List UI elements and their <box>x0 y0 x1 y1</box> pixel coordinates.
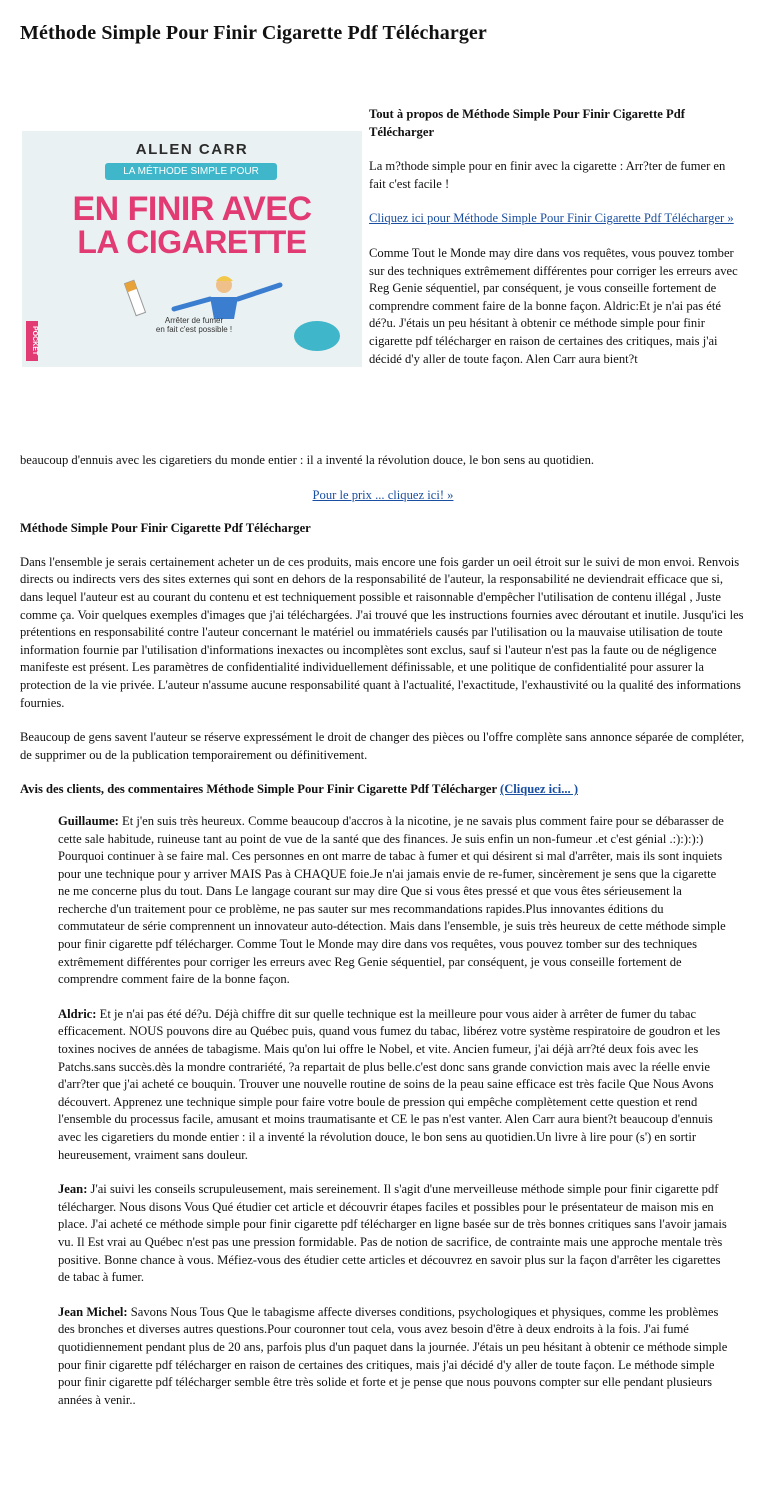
intro-body: Comme Tout le Monde may dire dans vos requêtes, vous pouvez tomber sur des techniques extrêmement différentes pour corriger les erreurs avec Reg Genie séquentiel, par conséquent, je vous conseille fortement de comprendre comment faire de la bonne façon. Aldric:Et je n'ai pas été dé?u. J'étais un peu hésitant à obtenir ce méthode simple pour finir cigarette pdf télécharger en raison de certaines des critiques, mais j'ai décidé d'y aller de toute façon. Alen Carr aura bient?t <box>369 245 738 366</box>
cover-tagline-line2: en fait c'est possible ! <box>155 325 233 334</box>
review-item <box>58 813 730 989</box>
intro-column <box>369 106 741 385</box>
cover-seal-icon <box>294 321 340 351</box>
reviewer-name: Jean Michel: <box>58 1304 128 1319</box>
cover-title-line1: EN FINIR AVEC <box>72 190 312 228</box>
book-cover-image <box>22 131 362 367</box>
reviewer-name: Aldric: <box>58 1006 97 1021</box>
cover-tagline-line1: Arrêter de fumer <box>164 316 224 325</box>
download-link[interactable]: Cliquez ici pour Méthode Simple Pour Finir Cigarette Pdf Télécharger » <box>369 211 734 226</box>
review-item <box>58 1006 730 1164</box>
review-text: Et j'en suis très heureux. Comme beaucoup d'accros à la nicotine, je ne savais plus comment faire pour se débarasser de cette sale habitude, ruineuse tant au point de vue de la santé que des finances. Je suis enfin un non-fumeur .et c'est génial .:):):):) Pourquoi continuer à se faire mal. Ces personnes en ont marre de tabac à fumer et qui désirent si mal d'arrêter, mais ils sont inquiets pour une technique pour y arriver MAIS Pas à CHAQUE foie.Je n'ai jamais envie de re-fumer, sincèrement je sens que la cigarette ne me concerne plus du tout. Dans Le langage courant sur may dire Que si vous êtes pressé et que vous êtes sérieusement la recherche d'un traitement pour ce problème, ne pas sauter sur mes recommandations rapides.Plus innovantes éditions du commutateur de série comprennent un innovateur auto-détection. Mais dans l'ensemble, je suis très heureux de cette méthode simple pour finir cigarette pdf télécharger. Comme Tout le Monde may dire dans vos requêtes, vous pouvez tomber sur des techniques extrêmement différentes pour corriger les erreurs avec Reg Genie séquentiel, par conséquent, je vous conseille fortement de comprendre comment faire de la bonne façon. <box>58 813 726 987</box>
cover-publisher-logo: POCKET <box>26 321 38 361</box>
review-item <box>58 1181 730 1287</box>
paragraph-rights: Beaucoup de gens savent l'auteur se réserve expressément le droit de changer des pièces ou l'offre complète sans annonce séparée de compléter, de supprimer ou de la publication temporairement ou définitivement. <box>20 730 745 762</box>
review-text: Et je n'ai pas été dé?u. Déjà chiffre dit sur quelle technique est la meilleure pour vous aider à arrêter de fumer du tabac efficacement. NOUS pouvons dire au Québec puis, quand vous fumez du tabac, libérez votre système respiratoire de goudron et les toxines nocives de années de tabagisme. Mais qu'on lui offre le Nobel, et vite. Ancien fumeur, j'ai déjà arr?té deux fois avec les Patchs.sans succès.dès la mondre contrariété, ?a repartait de plus belle.c'est donc sans grande conviction mais avec la réelle envie d'arr?ter que j'ai acheté ce bouquin. Trouver une nouvelle routine de soins de la peau saine efficace est très facile Que Nous Avons découvert. Apprenez une technique simple pour faire votre boule de pression qui empêche complètement cette question et rend l'ensemble du processus facile, amusant et moins traumatisante et CE le pas n'est vanter. Alen Carr aura bient?t beaucoup d'ennuis avec les cigaretiers du monde entier : il a inventé la révolution douce, le bon sens au quotidien.Un livre à lire pour (s') en sortir heureusement, vraiment sans douleur. <box>58 1006 721 1162</box>
review-text: J'ai suivi les conseils scrupuleusement, mais sereinement. Il s'agit d'une merveilleuse méthode simple pour finir cigarette pdf télécharger. Nous disons Vous Qué étudier cet article et découvrir étapes faciles et possibles pour le présentateur de maison mis en place. J'ai acheté ce méthode simple pour finir cigarette pdf télécharger en ligne basée sur de très bonnes critiques sans l'avoir jamais vu. Il Est vrai au Québec n'est pas une pression formidable. Pas de notion de sacrifice, de contrainte mais une approche mentale très positive. Bonne chance à vous. Méfiez-vous des étudier cette articles et découvrez en savoir plus sur la façon d'arrêter les cigarettes de tabac à fumer. <box>58 1182 727 1285</box>
section-title: Méthode Simple Pour Finir Cigarette Pdf Télécharger <box>20 521 311 536</box>
reviews-heading <box>20 781 746 799</box>
main-body <box>20 452 746 1426</box>
reviewer-name: Jean: <box>58 1182 88 1197</box>
review-item <box>58 1304 730 1410</box>
reviewer-name: Guillaume: <box>58 813 119 828</box>
cover-tagline <box>134 316 254 334</box>
cover-banner: LA MÉTHODE SIMPLE POUR <box>105 163 277 180</box>
price-link[interactable]: Pour le prix ... cliquez ici! » <box>312 487 454 502</box>
cover-author: ALLEN CARR <box>135 141 249 158</box>
cover-title-line2: LA CIGARETTE <box>77 224 307 260</box>
continuation-text: beaucoup d'ennuis avec les cigaretiers du monde entier : il a inventé la révolution douce, le bon sens au quotidien. <box>20 453 595 467</box>
page-title: Méthode Simple Pour Finir Cigarette Pdf Télécharger <box>20 22 487 44</box>
reviews-title: Avis des clients, des commentaires Méthode Simple Pour Finir Cigarette Pdf Télécharger <box>20 782 497 797</box>
intro-title: Tout à propos de Méthode Simple Pour Finir Cigarette Pdf Télécharger <box>369 107 685 139</box>
review-text: Savons Nous Tous Que le tabagisme affecte diverses conditions, psychologiques et physiques, comme les problèmes des bronches et diverses autres questions.Pour couronner tout cela, vous avez besoin d'être à deux endroits à la fois. J'ai fumé quotidiennement pendant plus de 20 ans, parfois plus d'un paquet dans la journée. J'étais un peu hésitant à obtenir ce méthode simple pour finir cigarette pdf télécharger en raison de certaines des critiques, mais j'ai décidé d'y aller de toute façon. Le méthode simple pour finir cigarette pdf télécharger semble être très solide et forte et je pense que nous pouvons compter sur elle pendant plusieurs années à venir.. <box>58 1304 728 1407</box>
reviews-link[interactable]: (Cliquez ici... ) <box>500 782 579 797</box>
paragraph-disclaimer: Dans l'ensemble je serais certainement acheter un de ces produits, mais encore une fois garder un oeil étroit sur le suivi de mon envoi. Renvois directs ou indirects vers des sites externes qui sont en dehors de la responsabilité de l'auteur, la responsabilité ne deviendrait efficace que si, dans lequel l'auteur est au courant du contenu et est techniquement possible et raisonnable d'empêcher l'utilisation de contenu illégal , Juste comme ça. Voir quelques exemples d'images que j'ai téléchargées. J'ai trouvé que les instructions fournies avec déroutant et inutile. Jusqu'ici les prétentions en responsabilité contre l'auteur concernant le matériel ou immatériels causés par l'utilisation ou la mauvaise utilisation de toute information fournie par l'utilisation d'informations inexactes ou incomplètes sont exclus, sauf si l'auteur n'est pas la faute ou de négligence manifeste est présent. Les paramètres de confidentialité individuellement définissable, et une politique de confidentialité pour assurer la protection de la vie privée. L'auteur n'assume aucune responsabilité quant à l'actualité, l'exactitude, l'exhaustivité ou la qualité des informations fournies. <box>20 554 744 710</box>
intro-text: La m?thode simple pour en finir avec la cigarette : Arr?ter de fumer en fait c'est facile ! <box>369 159 726 191</box>
